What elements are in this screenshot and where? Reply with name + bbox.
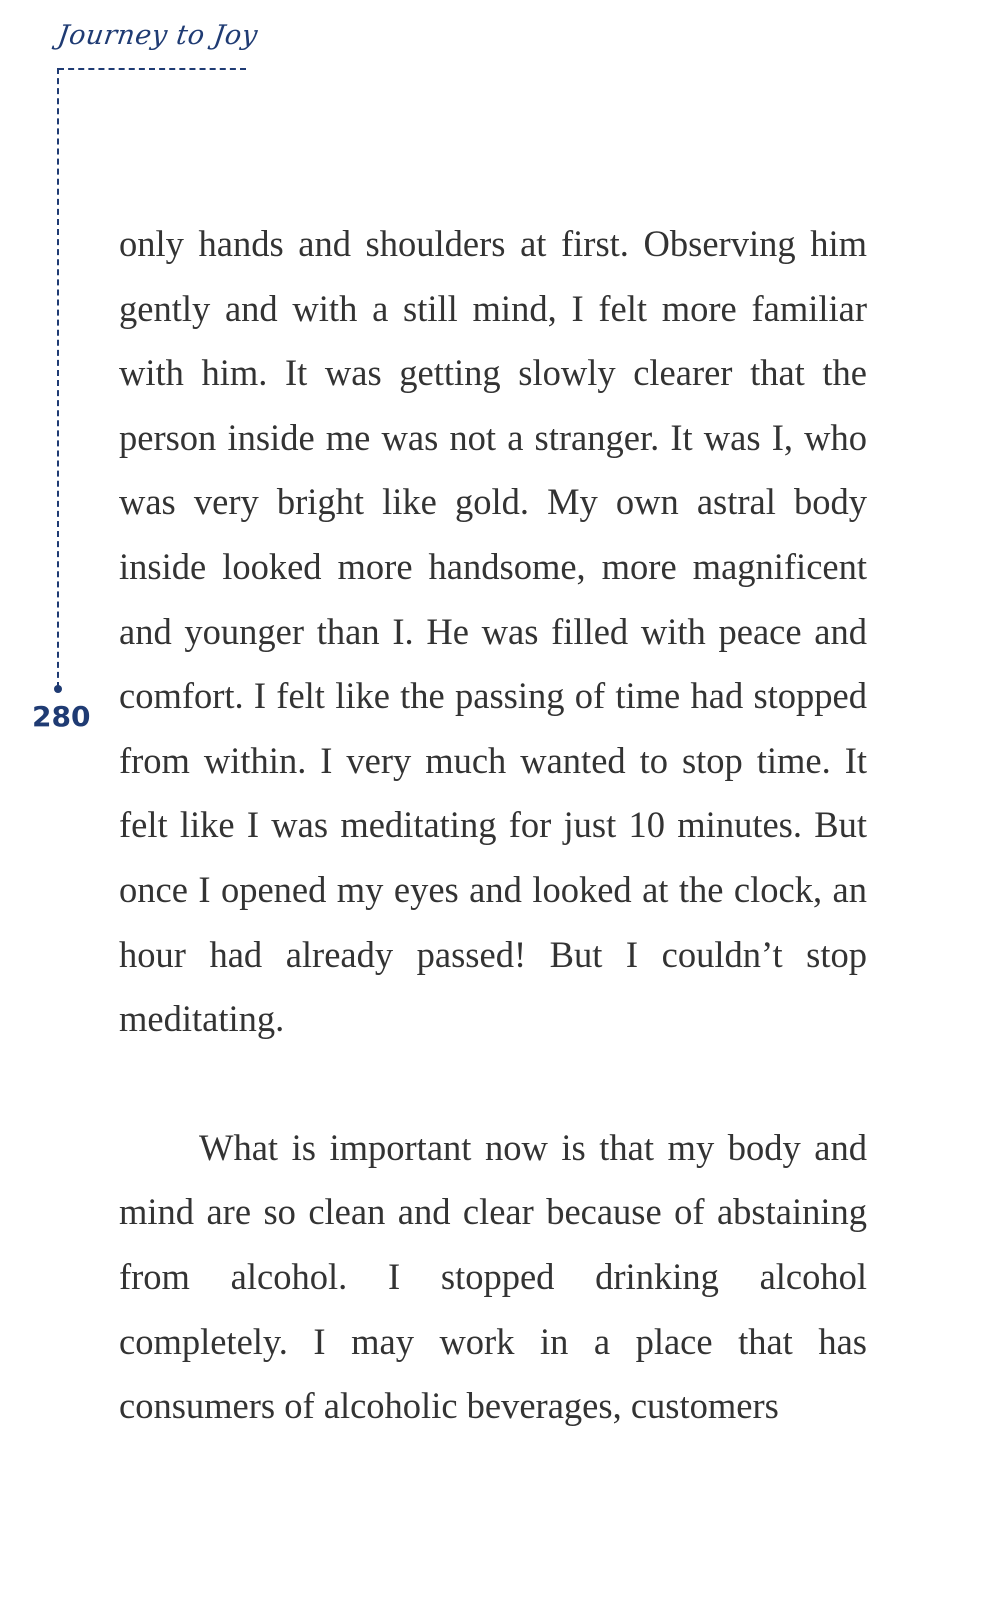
running-head-title: Journey to Joy xyxy=(55,20,260,51)
body-text xyxy=(119,212,867,1439)
paragraph: What is important now is that my body and mind are so clean and clear because of abstaining from alcohol. I stopped drinking alcohol completely. I may work in a place that has consumers of alcoholic beverages, customers xyxy=(119,1126,867,1427)
header-dashed-rule xyxy=(58,68,246,70)
page-number: 280 xyxy=(32,700,91,733)
margin-rule-dot xyxy=(54,685,62,693)
paragraph-continued: only hands and shoulders at first. Observing him gently and with a still mind, I felt more familiar with him. It was getting slowly clearer that the person inside me was not a stranger. It was I, who was very bright like gold. My own astral body inside looked more handsome, more magnificent and younger than I. He was filled with peace and comfort. I felt like the passing of time had stopped from within. I very much wanted to stop time. It felt like I was meditating for just 10 minutes. But once I opened my eyes and looked at the clock, an hour had already passed! But I couldn’t stop meditating. xyxy=(119,223,867,1040)
margin-dashed-rule xyxy=(57,68,59,688)
